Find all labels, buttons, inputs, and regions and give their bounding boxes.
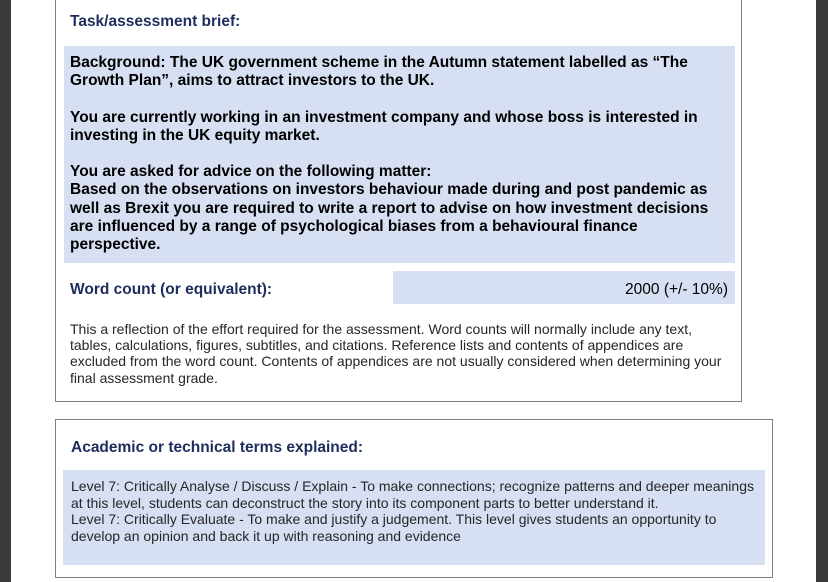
assessment-brief-box <box>55 0 742 402</box>
term-level7-analyse: Level 7: Critically Analyse / Discuss / Explain - To make connections; recognize patterns and deeper meanings at this level, students can deconstruct the story into its component parts to better understand it. <box>71 478 754 511</box>
terms-text <box>71 478 761 544</box>
brief-ask-intro: You are asked for advice on the following matter: <box>70 163 432 181</box>
brief-text <box>70 54 730 255</box>
terms-heading: Academic or technical terms explained: <box>71 439 364 456</box>
word-count-label: Word count (or equivalent): <box>70 281 273 298</box>
right-dark-border <box>816 0 828 582</box>
brief-ask-detail: Based on the observations on investors behaviour made during and post pandemic as well as Brexit you are required to write a report to advise on how investment decisions are influenced by a range of psychological biases from a behavioural finance perspective. <box>70 181 709 254</box>
brief-heading: Task/assessment brief: <box>70 13 241 30</box>
word-count-note: This a reflection of the effort required for the assessment. Word counts will normally include any text, tables, calculations, figures, subtitles, and citations. Reference lists and contents of appendices are excluded from the word count. Contents of appendices are not usually considered when determining your final assessment grade. <box>70 321 722 386</box>
word-count-value: 2000 (+/- 10%) <box>625 281 728 298</box>
left-dark-border <box>0 0 11 582</box>
term-level7-evaluate: Level 7: Critically Evaluate - To make and justify a judgement. This level gives students an opportunity to develop an opinion and back it up with reasoning and evidence <box>71 511 717 544</box>
brief-background: Background: The UK government scheme in the Autumn statement labelled as “The Growth Plan”, aims to attract investors to the UK. <box>70 54 688 90</box>
brief-context: You are currently working in an investment company and whose boss is interested in investing in the UK equity market. <box>70 108 698 144</box>
academic-terms-box <box>55 419 773 578</box>
